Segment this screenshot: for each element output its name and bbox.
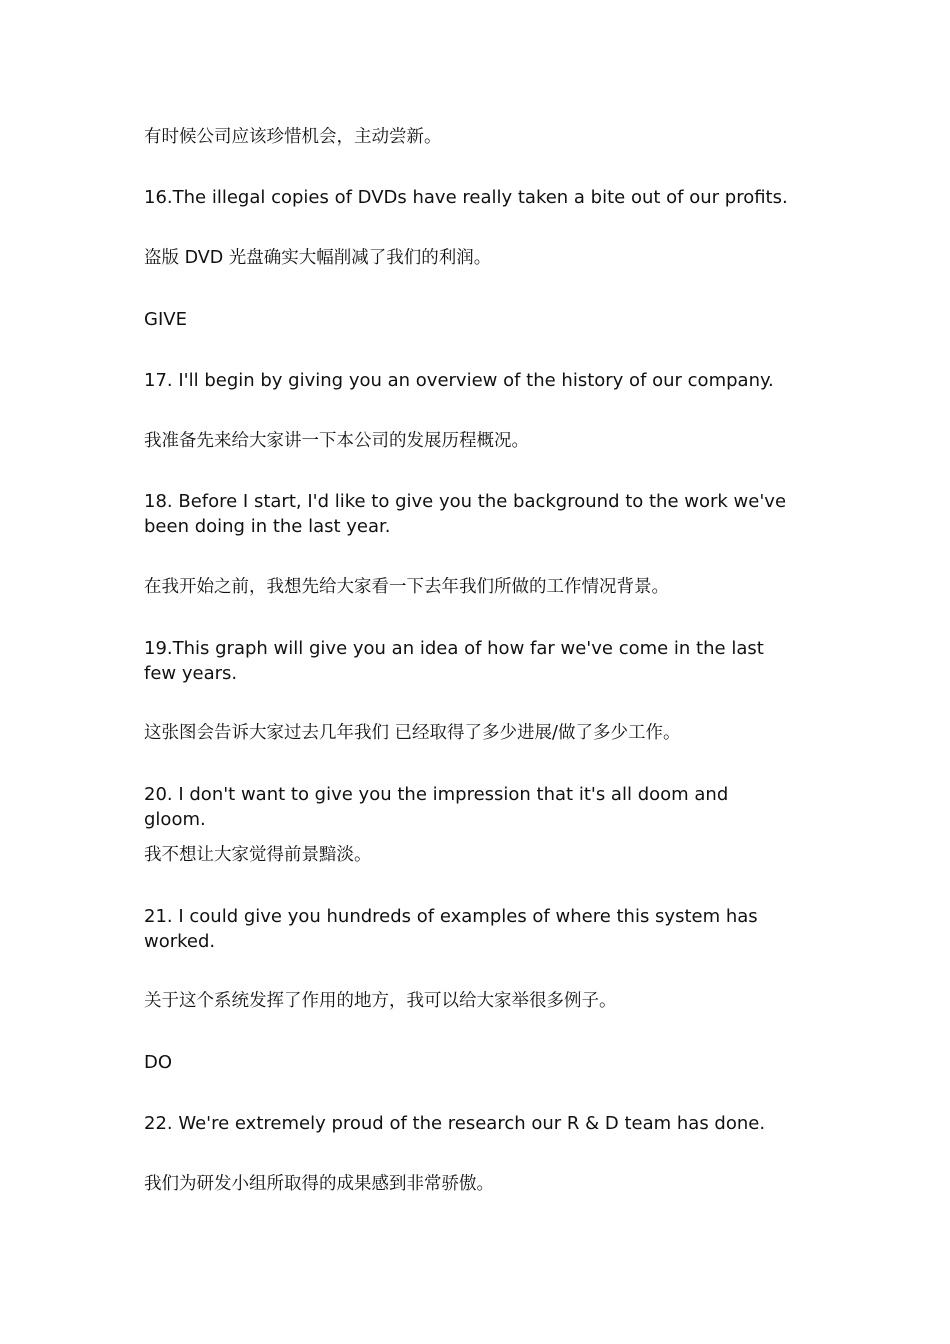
section-heading-do: DO: [144, 1052, 173, 1073]
paragraph-example-22: 22. We're extremely proud of the research our R & D team has done.: [144, 1113, 766, 1134]
paragraph-example-17: 17. I'll begin by giving you an overview of the history of our company.: [144, 370, 774, 391]
paragraph-chinese-translation: 关于这个系统发挥了作用的地方，我可以给大家举很多例子。: [144, 991, 617, 1011]
paragraph-example-21: 21. I could give you hundreds of examples of where this system has worked.: [144, 906, 758, 952]
paragraph-chinese-translation: 盗版 DVD 光盘确实大幅削减了我们的利润。: [144, 248, 492, 268]
section-heading-give: GIVE: [144, 309, 187, 330]
paragraph-chinese-translation: 这张图会告诉大家过去几年我们 已经取得了多少进展/做了多少工作。: [144, 723, 681, 743]
paragraph-chinese-translation: 有时候公司应该珍惜机会，主动尝新。: [144, 127, 442, 147]
paragraph-chinese-translation: 我们为研发小组所取得的成果感到非常骄傲。: [144, 1174, 494, 1194]
paragraph-chinese-translation: 我不想让大家觉得前景黯淡。: [144, 845, 372, 865]
paragraph-chinese-translation: 在我开始之前，我想先给大家看一下去年我们所做的工作情况背景。: [144, 577, 669, 597]
paragraph-example-18: 18. Before I start, I'd like to give you the background to the work we've been doing in the last year.: [144, 491, 787, 537]
paragraph-example-19: 19.This graph will give you an idea of how far we've come in the last few years.: [144, 638, 764, 684]
paragraph-chinese-translation: 我准备先来给大家讲一下本公司的发展历程概况。: [144, 431, 529, 451]
paragraph-example-16: 16.The illegal copies of DVDs have really taken a bite out of our profits.: [144, 187, 788, 208]
paragraph-example-20: 20. I don't want to give you the impression that it's all doom and gloom.: [144, 784, 729, 830]
